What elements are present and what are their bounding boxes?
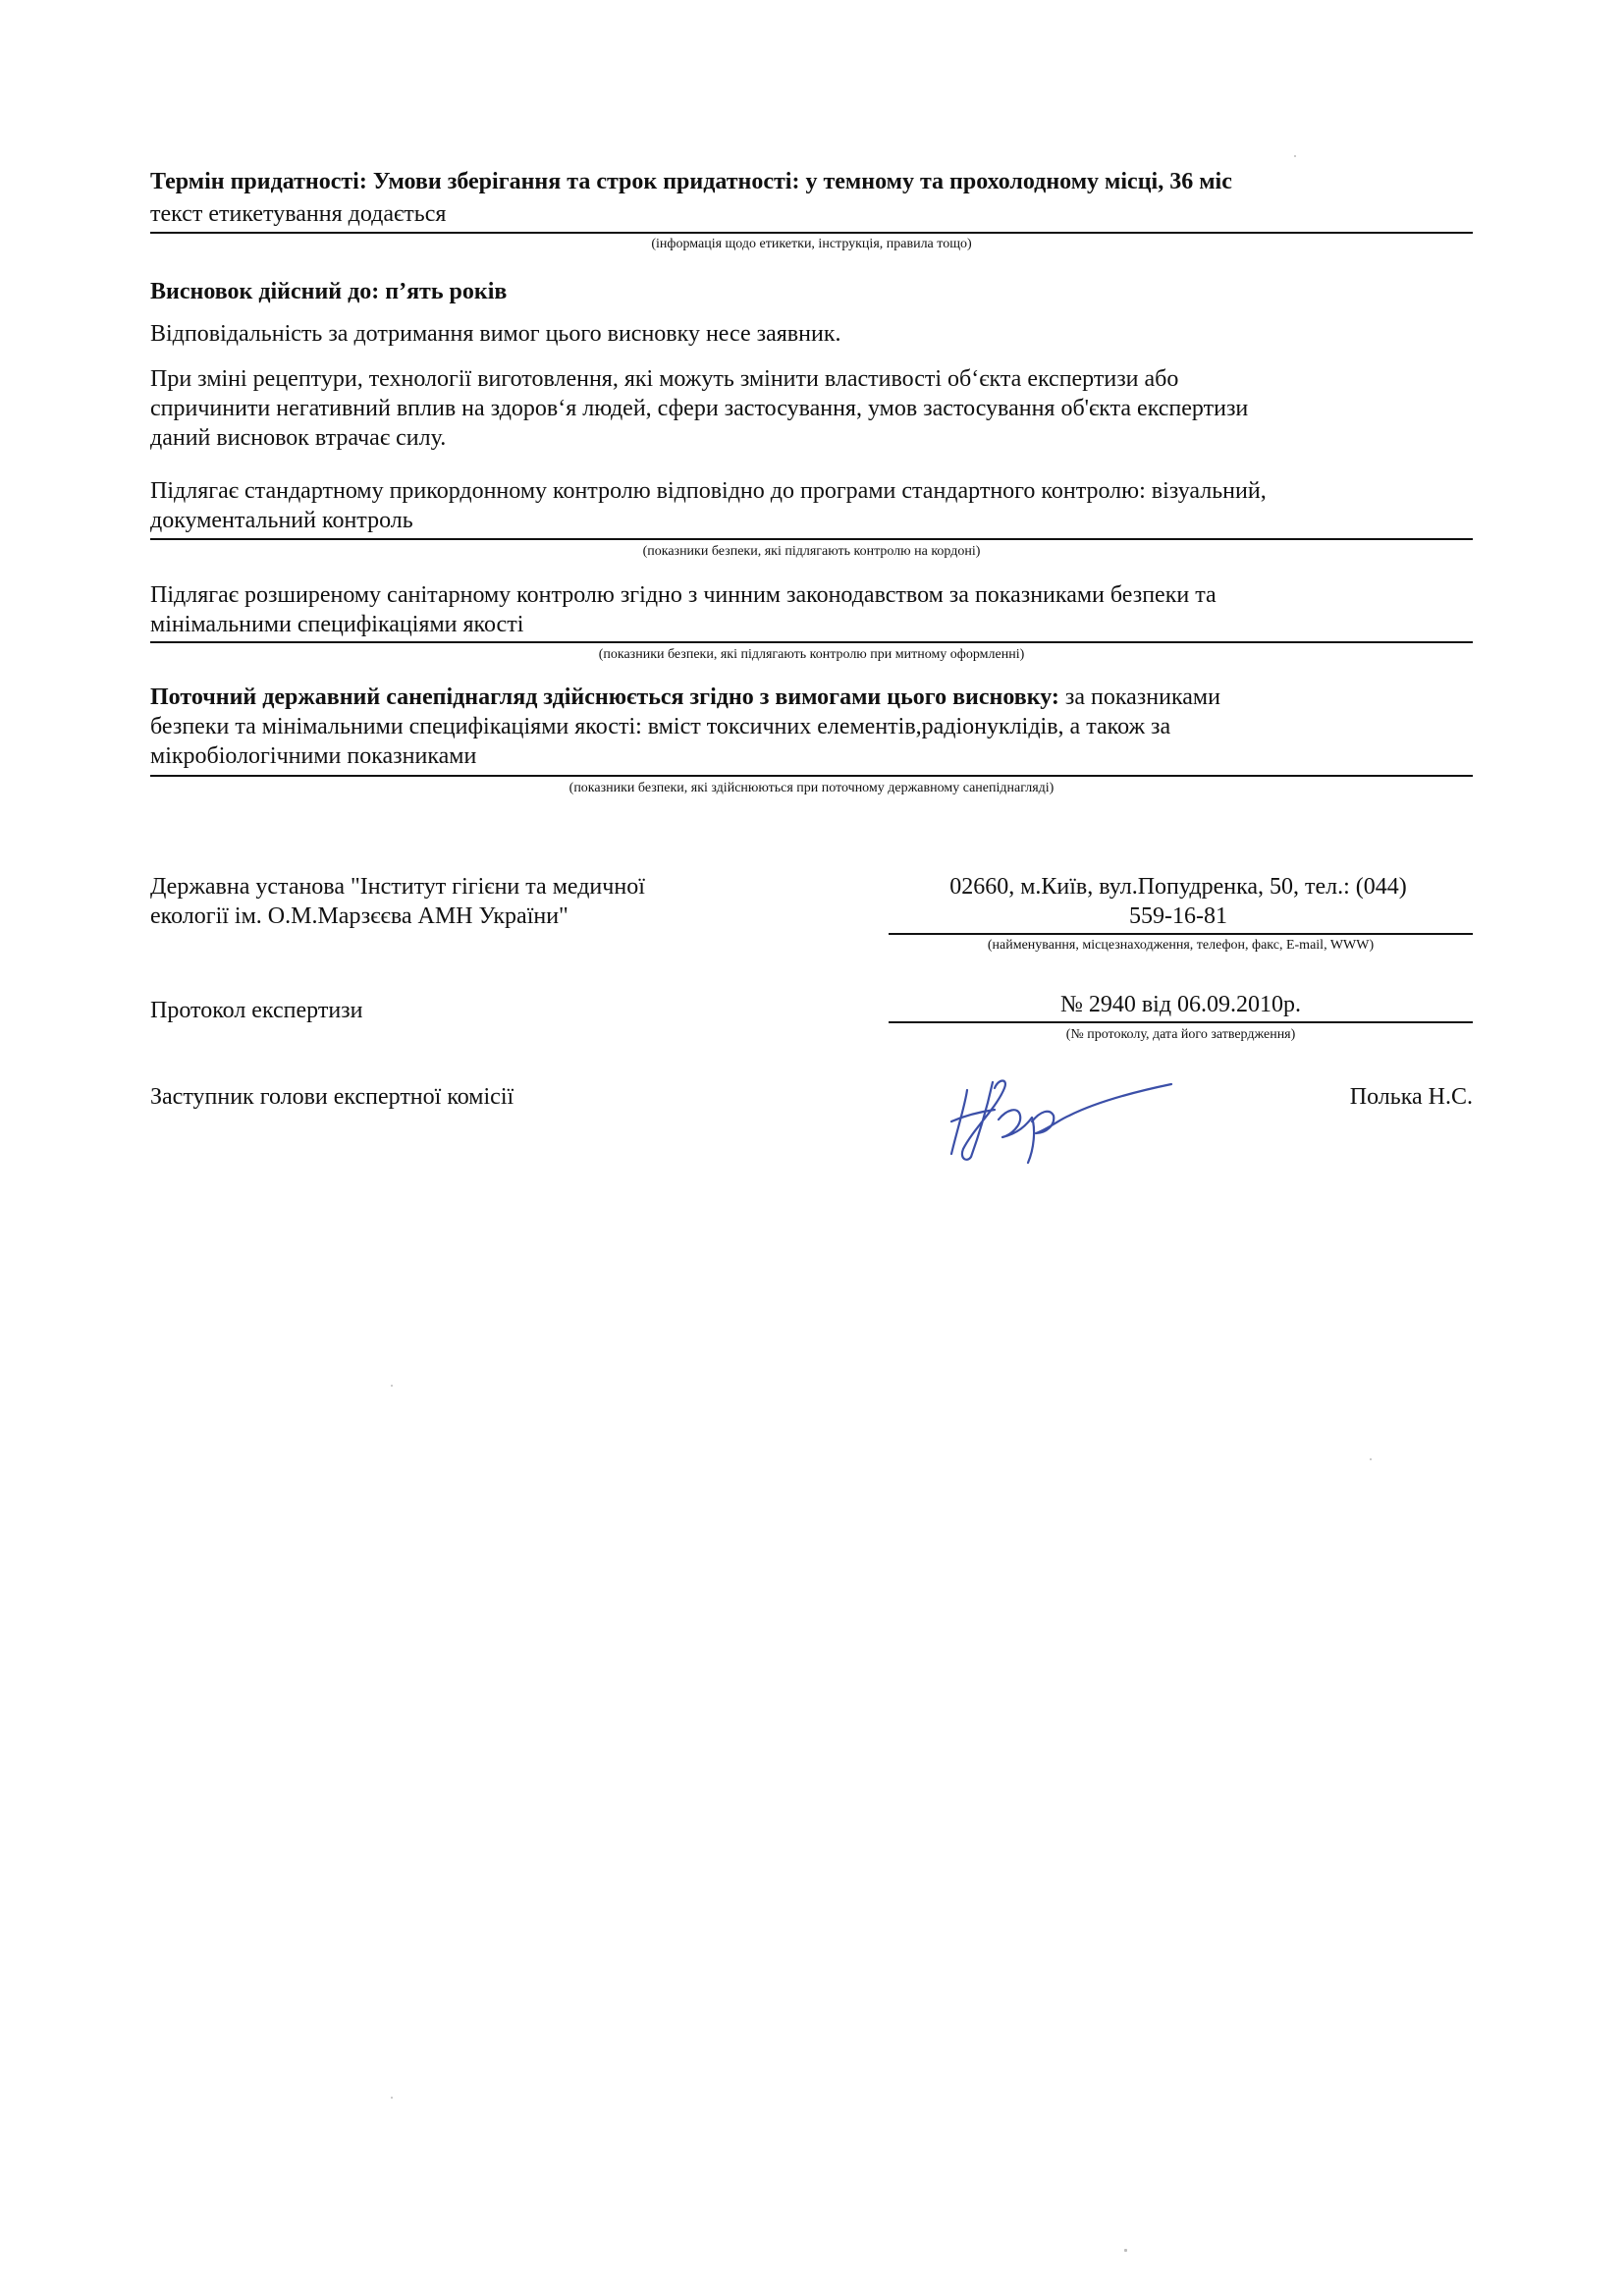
scan-speck (1294, 155, 1296, 157)
sanitary-control-caption: (показники безпеки, які підлягають контролю при митному оформленні) (598, 647, 1025, 662)
shelf-life-line (150, 167, 1473, 196)
recipe-change-line: спричинити негативний вплив на здоров‘я людей, сфери застосування, умов застосування об'єкта експертизи (150, 396, 1249, 421)
sanitary-control-line: Підлягає розширеному санітарному контролю згідно з чинним законодавством за показниками безпеки та (150, 582, 1217, 608)
scan-speck (391, 1385, 393, 1387)
divider (150, 232, 1473, 234)
institution-name-line: екології ім. О.М.Марзєєва АМН України" (150, 903, 568, 929)
validity-line (150, 277, 1473, 306)
institution-address-line: 559-16-81 (1129, 903, 1227, 929)
storage-value: у темному та прохолодному місці, 36 міс (805, 169, 1232, 194)
signature-image (938, 1061, 1183, 1169)
border-control-paragraph (150, 476, 1473, 535)
divider (889, 933, 1473, 935)
sanitary-control-paragraph (150, 580, 1473, 639)
border-control-line: Підлягає стандартному прикордонному контролю відповідно до програми стандартного контролю: візуальний, (150, 478, 1267, 504)
recipe-change-line: даний висновок втрачає силу. (150, 425, 447, 451)
supervision-line: мікробіологічними показниками (150, 743, 477, 769)
divider (150, 641, 1473, 643)
protocol-value: № 2940 від 06.09.2010р. (1059, 992, 1302, 1017)
protocol-label: Протокол експертизи (150, 998, 363, 1023)
labeling-note: текст етикетування додається (150, 201, 447, 227)
recipe-change-paragraph (150, 364, 1473, 453)
supervision-paragraph (150, 683, 1473, 771)
divider (150, 538, 1473, 540)
signatory-name: Полька Н.С. (1349, 1084, 1473, 1110)
supervision-line: безпеки та мінімальними специфікаціями якості: вміст токсичних елементів,радіонуклідів, а також за (150, 714, 1171, 739)
scan-speck (1370, 1458, 1372, 1460)
shelf-life-label: Термін придатності: (150, 169, 367, 194)
divider (889, 1021, 1473, 1023)
divider (150, 775, 1473, 777)
border-control-caption: (показники безпеки, які підлягають контролю на кордоні) (642, 544, 981, 559)
scan-speck (1124, 2249, 1127, 2252)
supervision-caption: (показники безпеки, які здійснюються при поточному державному санепіднагляді) (568, 781, 1055, 795)
validity-label: Висновок дійсний до: (150, 279, 380, 304)
institution-name (150, 872, 779, 931)
scan-speck (391, 2097, 393, 2099)
signatory-title: Заступник голови експертної комісії (150, 1084, 514, 1110)
institution-address-line: 02660, м.Київ, вул.Попудренка, 50, тел.: (044) (949, 874, 1407, 900)
sanitary-control-line: мінімальними специфікаціями якості (150, 612, 524, 637)
responsibility-text: Відповідальність за дотримання вимог цього висновку несе заявник. (150, 321, 841, 347)
institution-name-line: Державна установа "Інститут гігієни та медичної (150, 874, 645, 900)
supervision-heading: Поточний державний санепіднагляд здійснюється згідно з вимогами цього висновку: (150, 684, 1059, 710)
recipe-change-line: При зміні рецептури, технології виготовлення, які можуть змінити властивості об‘єкта експертизи або (150, 366, 1179, 392)
institution-caption: (найменування, місцезнаходження, телефон, факс, E-mail, WWW) (987, 938, 1375, 953)
supervision-line-rest: за показниками (1064, 684, 1220, 710)
labeling-caption: (інформація щодо етикетки, інструкція, правила тощо) (651, 237, 972, 251)
validity-value: п’ять років (385, 279, 508, 304)
supervision-line (150, 683, 1473, 712)
storage-label: Умови зберігання та строк придатності: (372, 169, 800, 194)
border-control-line: документальний контроль (150, 508, 413, 533)
institution-address (884, 872, 1473, 931)
protocol-caption: (№ протоколу, дата його затвердження) (1065, 1027, 1296, 1042)
